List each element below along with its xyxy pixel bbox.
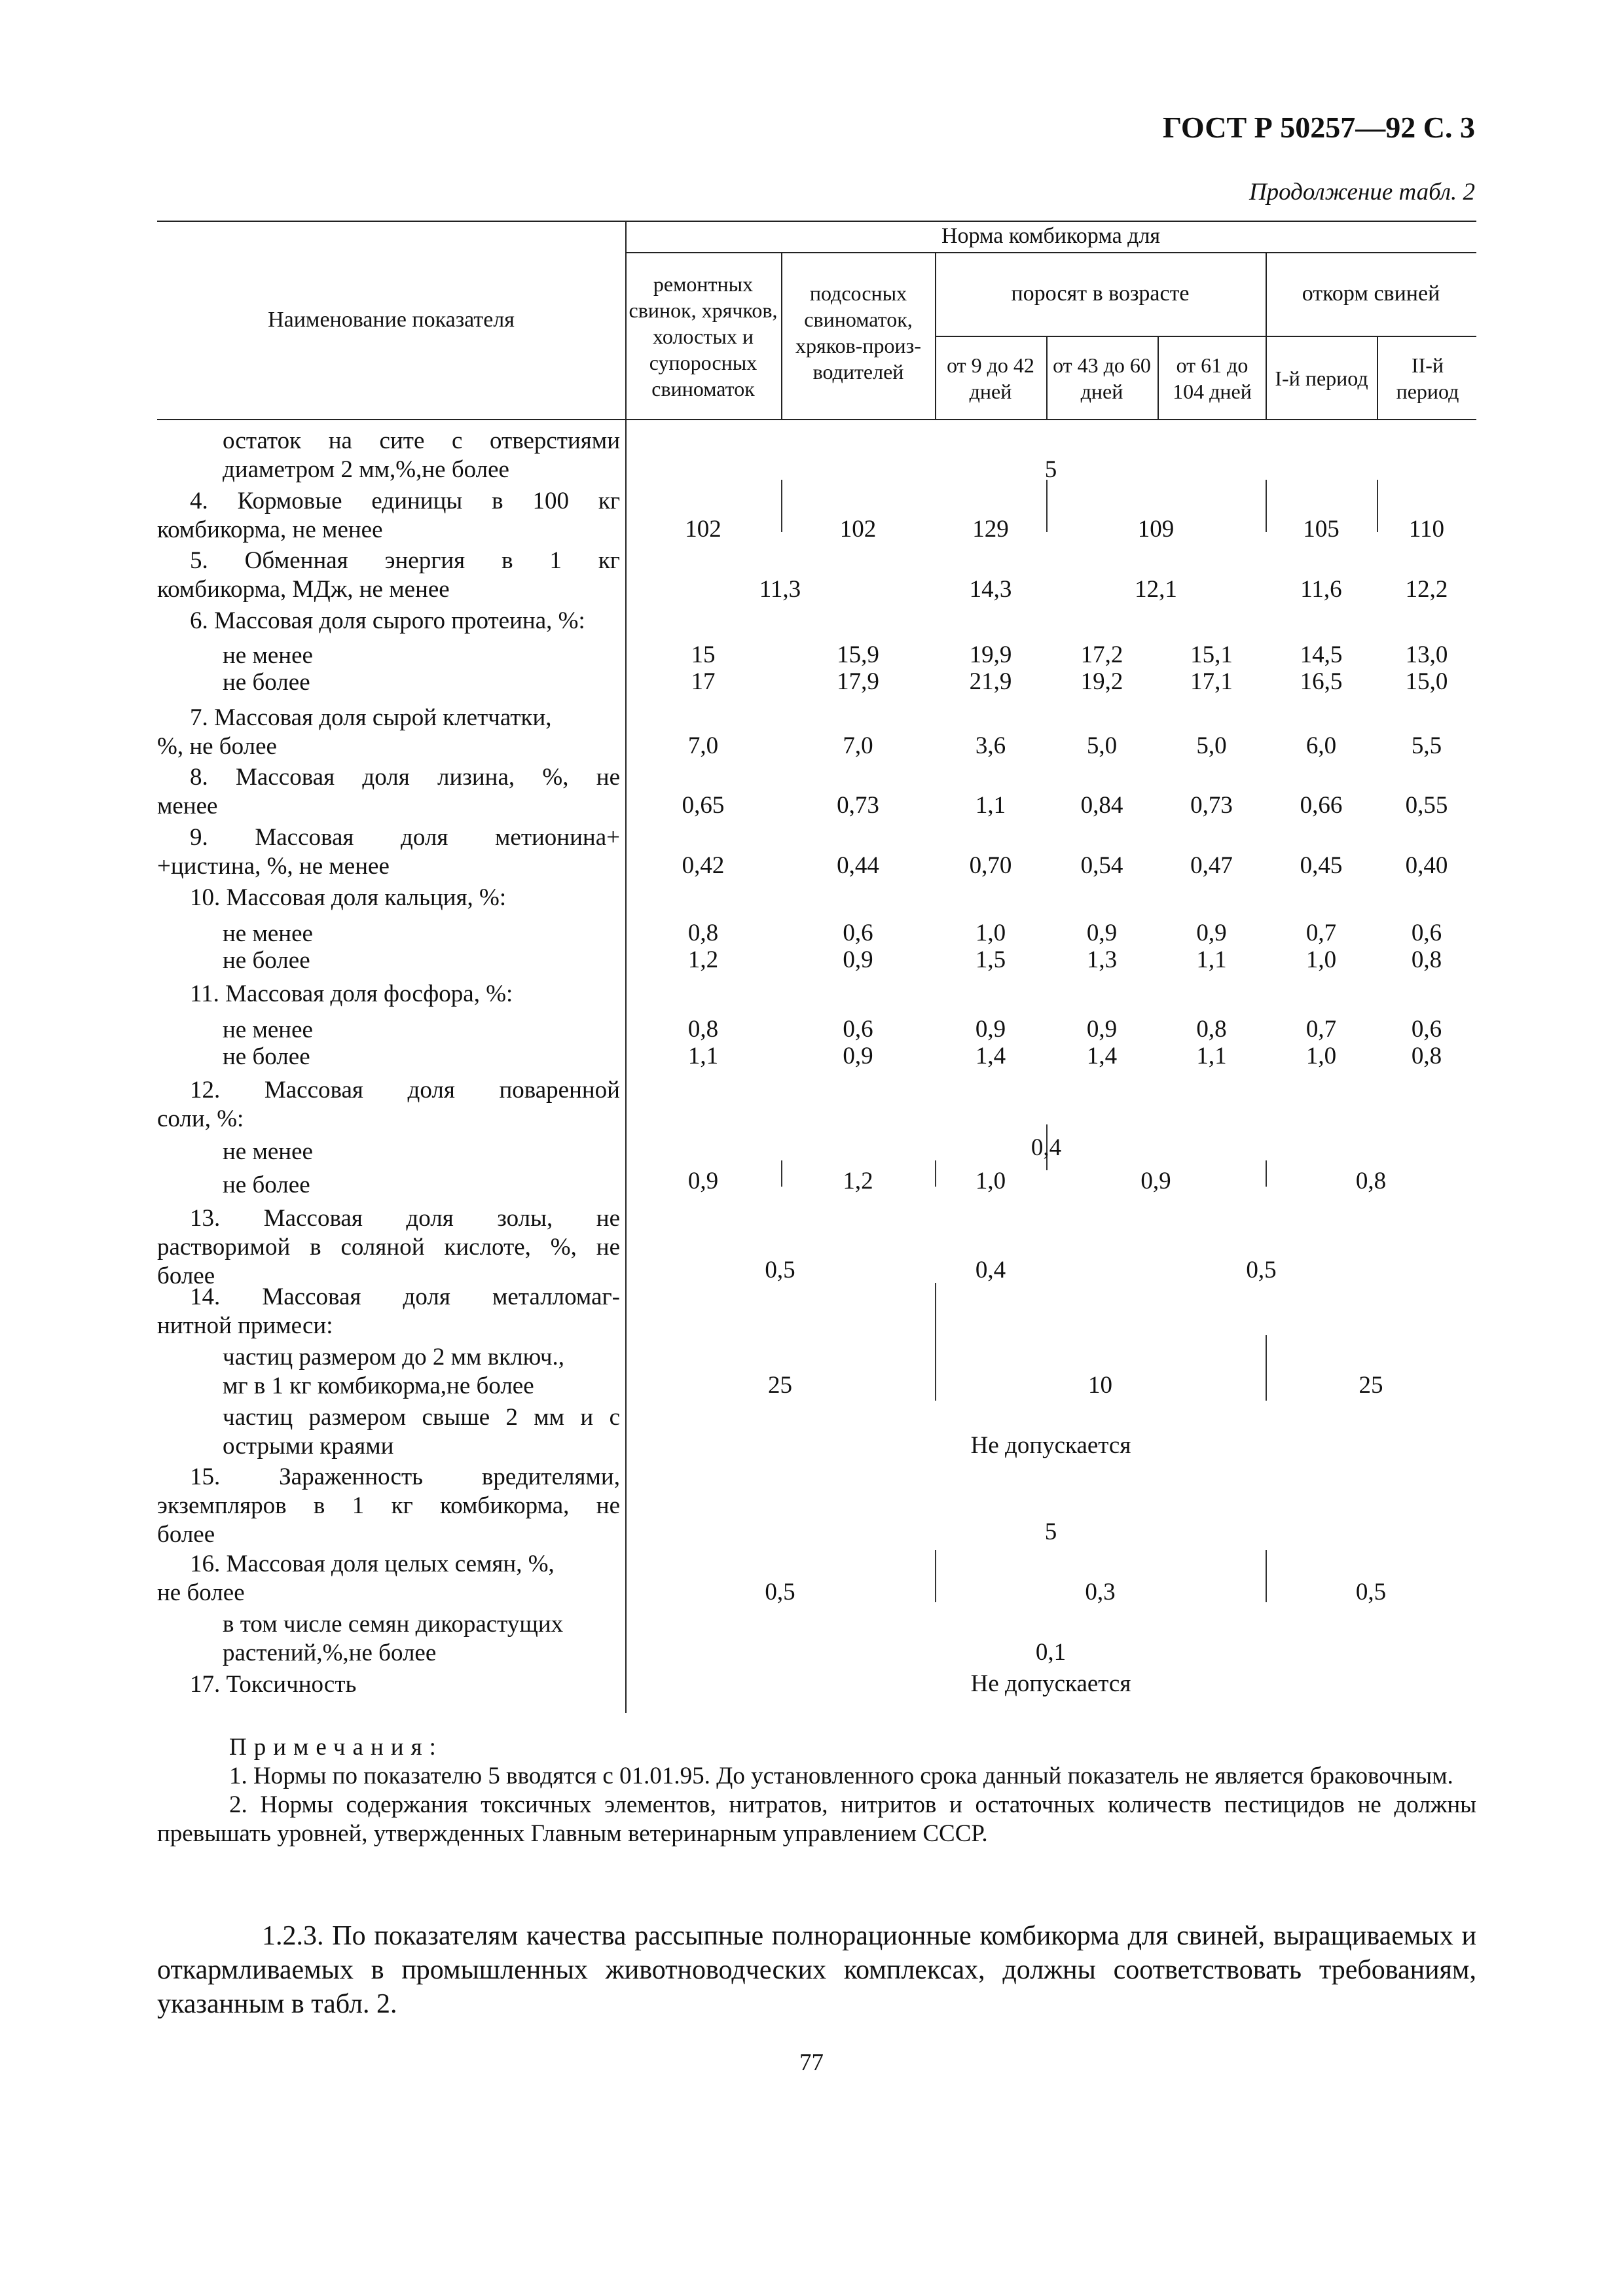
table-cell: 1,1 [1196, 946, 1227, 973]
table-cell: 102 [685, 516, 721, 543]
document-header: ГОСТ Р 50257—92 С. 3 [1162, 111, 1475, 144]
row-label-line: %, не более [157, 733, 277, 760]
table-cell: 0,8 [1411, 1043, 1442, 1069]
row-label-8 [157, 763, 620, 821]
row-label-line: 5. Обменная энергия в 1 кг [190, 547, 620, 574]
table-cell: 0,5 [765, 1257, 795, 1283]
row-label-10-max: не более [223, 947, 310, 974]
row-label-line: менее [157, 793, 218, 819]
row-label-line: не более [157, 1579, 245, 1606]
row-label-line: соли, %: [157, 1105, 244, 1132]
table-cell: 15,0 [1405, 668, 1448, 695]
row-label-line: комбикорма, МДж, не менее [157, 576, 450, 603]
row-label-line: 14. Массовая доля металломаг- [190, 1283, 620, 1310]
table-cell: 1,2 [843, 1168, 873, 1194]
row-label-line: растений,%,не более [223, 1640, 437, 1666]
row-label-line: 13. Массовая доля золы, не [190, 1205, 620, 1232]
table-cell: 25 [1359, 1372, 1383, 1399]
table-cell: 0,3 [1085, 1579, 1116, 1605]
row-label-line: растворимой в соляной кислоте, %, не [157, 1234, 620, 1261]
row-label-line: 6. Массовая доля сырого протеина, %: [190, 607, 585, 634]
table-cell: 1,0 [975, 1168, 1006, 1194]
row-label-6-max: не более [223, 669, 310, 696]
table-cell: 0,4 [1030, 1134, 1062, 1161]
row-label-7 [157, 704, 620, 761]
table-cell: 25 [768, 1372, 792, 1399]
row-label-16 [157, 1550, 620, 1607]
table-cell: 0,8 [1196, 1016, 1227, 1043]
table-cell: 7,0 [843, 732, 873, 759]
table-cell: 3,6 [975, 732, 1006, 759]
row-label-line: нитной примеси: [157, 1312, 333, 1339]
row-label-line: остаток на сите с отверстиями [223, 427, 620, 454]
table-cell: 5,0 [1196, 732, 1227, 759]
header-rule-6 [1377, 336, 1378, 419]
table-cell: 0,9 [1086, 1016, 1118, 1043]
table-cell: 0,73 [1190, 792, 1233, 819]
row-label-12-min: не менее [223, 1138, 313, 1165]
table-cell: 0,9 [1140, 1168, 1171, 1194]
row-label-13 [157, 1204, 620, 1291]
table-cell: 0,54 [1080, 852, 1123, 879]
row-label-11-min: не менее [223, 1016, 313, 1043]
row-label-4 [157, 487, 620, 545]
table-cell: 5,5 [1411, 732, 1442, 759]
table-cell: 10 [1088, 1372, 1112, 1399]
table-cell: 0,70 [969, 852, 1012, 879]
table-cell: 0,1 [1035, 1639, 1067, 1666]
table-cell: 17 [691, 668, 716, 695]
table-cell: 1,0 [975, 920, 1006, 946]
table-cell: 0,45 [1300, 852, 1343, 879]
table-cell: 0,7 [1305, 920, 1337, 946]
row-label-line: более [157, 1521, 215, 1548]
row-label-10: 10. Массовая доля кальция, %: [190, 884, 507, 911]
table-cell: 1,0 [1305, 946, 1337, 973]
table-cell: 11,6 [1300, 576, 1342, 603]
table-cell: 1,4 [1086, 1043, 1118, 1069]
table-cell: 110 [1408, 516, 1445, 543]
row-label-11: 11. Массовая доля фосфора, %: [190, 980, 513, 1007]
table-cell: 102 [839, 516, 877, 543]
notes-title: Примечания: [229, 1734, 443, 1761]
row-label-line: комбикорма, не менее [157, 516, 383, 543]
table-cell: 0,9 [687, 1168, 719, 1194]
table-cell: 17,1 [1190, 668, 1233, 695]
table-cell: 16,5 [1300, 668, 1343, 695]
table-cell: 19,9 [969, 641, 1012, 668]
col-header-fattening-1: I-й период [1275, 366, 1368, 390]
row-label-line: экземпляров в 1 кг комбикорма, не [157, 1492, 620, 1519]
note-1: 1. Нормы по показателю 5 вводятся с 01.01.95. До установленного срока данный показатель не является браковочным. [229, 1763, 1453, 1789]
row-label-line: 9. Массовая доля метионина+ [190, 824, 620, 851]
table-cell: 1,3 [1086, 946, 1118, 973]
table-cell: 21,9 [969, 668, 1012, 695]
row-label-15 [157, 1463, 620, 1549]
table-cell: 0,55 [1405, 792, 1448, 819]
table-cell: Не допускается [970, 1432, 1131, 1459]
col-header-group: Норма комбикорма для [941, 224, 1161, 248]
col-header-piglets-2: от 43 до 60 дней [1053, 353, 1151, 403]
body-paragraph: 1.2.3. По показателям качества рассыпные полнорационные комбикорма для свиней, выращиваемых и откармливаемых в промышленных животноводческих комплексах, должны соответствовать требованиям, указанным в табл. 2. [157, 1921, 1476, 2019]
table-cell: 1,1 [1196, 1043, 1227, 1069]
table-cell: 15,9 [837, 641, 879, 668]
table-cell: Не допускается [970, 1670, 1131, 1697]
page-number: 77 [799, 2049, 824, 2076]
row-label-17: 17. Токсичность [190, 1671, 357, 1698]
table-cell: 0,8 [1411, 946, 1442, 973]
table-cell: 5,0 [1086, 732, 1118, 759]
table-cell: 0,6 [843, 1016, 873, 1043]
table-cell: 0,8 [687, 1016, 719, 1043]
table-cell: 0,9 [1086, 920, 1118, 946]
table-cell: 0,9 [843, 1043, 873, 1069]
table-cell: 0,84 [1080, 792, 1123, 819]
table-cell: 15 [691, 641, 716, 668]
row-label-14-sub1 [223, 1343, 620, 1401]
table-cell: 109 [1137, 516, 1175, 543]
col-header-fattening-2: II-й период [1396, 353, 1459, 403]
row-label-5 [157, 547, 620, 604]
table-cell: 0,7 [1305, 1016, 1337, 1043]
row-label-line: 12. Массовая доля поваренной [190, 1077, 620, 1103]
row-label-6-min: не менее [223, 642, 313, 669]
table-cell: 1,1 [687, 1043, 719, 1069]
table-cell: 0,40 [1405, 852, 1448, 879]
table-cell: 0,4 [975, 1257, 1006, 1283]
table-cell: 0,6 [843, 920, 873, 946]
table-cell: 17,9 [837, 668, 879, 695]
row-label-12-max: не более [223, 1172, 310, 1198]
table-cell: 0,42 [682, 852, 725, 879]
table-cell: 14,5 [1300, 641, 1343, 668]
table-cell: 17,2 [1080, 641, 1123, 668]
row-label-10-min: не менее [223, 920, 313, 947]
row-label-line: в том числе семян дикорастущих [223, 1611, 564, 1638]
table-cell: 1,5 [975, 946, 1006, 973]
col-header-name: Наименование показателя [268, 307, 515, 332]
header-rule-1 [781, 252, 782, 419]
col-header-piglets-1: от 9 до 42 дней [947, 353, 1034, 403]
table-cell: 1,0 [1305, 1043, 1337, 1069]
row-label-line: 16. Массовая доля целых семян, %, [190, 1551, 555, 1577]
table-cell: 0,9 [975, 1016, 1006, 1043]
header-rule-4 [1046, 336, 1048, 419]
table-cell: 0,8 [1355, 1168, 1387, 1194]
row-label-line: частиц размером свыше 2 мм и с [223, 1404, 620, 1431]
table-cell: 129 [972, 516, 1009, 543]
table-cell: 0,9 [1196, 920, 1227, 946]
table-cell: 105 [1303, 516, 1340, 543]
row-label-line: острыми краями [223, 1433, 394, 1460]
row-label-line: +цистина, %, не менее [157, 853, 390, 880]
row-label-line: мг в 1 кг комбикорма,не более [223, 1372, 534, 1399]
row-label-line: 15. Зараженность вредителями, [190, 1463, 620, 1490]
table-cell: 1,1 [975, 792, 1006, 819]
row-label-line: 4. Кормовые единицы в 100 кг [190, 488, 620, 514]
row-label-9 [157, 823, 620, 881]
table-cell: 7,0 [687, 732, 719, 759]
row-label-line: 7. Массовая доля сырой клетчатки, [190, 704, 552, 731]
row-label-6 [190, 607, 620, 636]
table-cell: 0,5 [765, 1579, 795, 1605]
table-cell: 0,73 [837, 792, 879, 819]
row-label-12 [157, 1076, 620, 1134]
row-label-3 [223, 427, 620, 484]
table-cell: 19,2 [1080, 668, 1123, 695]
row-label-line: 8. Массовая доля лизина, %, не [190, 764, 620, 791]
col-header-sows: подсосных свиноматок, хряков-произ-водителей [795, 281, 921, 384]
row-label-16-sub [223, 1610, 620, 1668]
table-cell: 5 [1044, 1518, 1057, 1545]
table-cell: 0,65 [682, 792, 725, 819]
table-cell: 5 [1044, 456, 1057, 483]
col-header-piglets-3: от 61 до 104 дней [1173, 353, 1252, 403]
table-cell: 0,66 [1300, 792, 1343, 819]
table-cell: 6,0 [1305, 732, 1337, 759]
col-header-fattening: откорм свиней [1302, 281, 1440, 306]
row-label-line: диаметром 2 мм,%,не более [223, 456, 509, 483]
row-label-14-sub2 [223, 1403, 620, 1461]
header-bottom-rule [157, 419, 1476, 420]
col-header-repair: ремонтных свинок, хрячков, холостых и супоросных свиноматок [629, 272, 778, 401]
table-cell: 14,3 [969, 576, 1012, 603]
table-cell: 13,0 [1405, 641, 1448, 668]
table-cell: 12,1 [1135, 576, 1177, 603]
table-cell: 1,4 [975, 1043, 1006, 1069]
table-cell: 15,1 [1190, 641, 1233, 668]
row-label-14 [157, 1283, 620, 1340]
table-continuation-label: Продолжение табл. 2 [1249, 179, 1475, 206]
table-cell: 0,8 [687, 920, 719, 946]
notes-block [157, 1733, 1476, 1848]
table-cell: 0,47 [1190, 852, 1233, 879]
row-label-line: более [157, 1263, 215, 1289]
col-header-piglets: поросят в возрасте [1011, 281, 1190, 306]
table-cell: 0,6 [1411, 1016, 1442, 1043]
note-2: 2. Нормы содержания токсичных элементов, нитратов, нитритов и остаточных количеств пестицидов не должны превышать уровней, утвержденных Главным ветеринарным управлением СССР. [157, 1791, 1476, 1847]
row-label-11-max: не более [223, 1043, 310, 1070]
table-cell: 0,6 [1411, 920, 1442, 946]
row-label-line: частиц размером до 2 мм включ., [223, 1344, 564, 1371]
table-cell: 11,3 [759, 576, 801, 603]
table-cell: 1,2 [687, 946, 719, 973]
table-cell: 0,44 [837, 852, 879, 879]
table-cell: 0,5 [1246, 1257, 1277, 1283]
table-cell: 12,2 [1405, 576, 1448, 603]
table-cell: 0,5 [1355, 1579, 1387, 1605]
table-cell: 0,9 [843, 946, 873, 973]
